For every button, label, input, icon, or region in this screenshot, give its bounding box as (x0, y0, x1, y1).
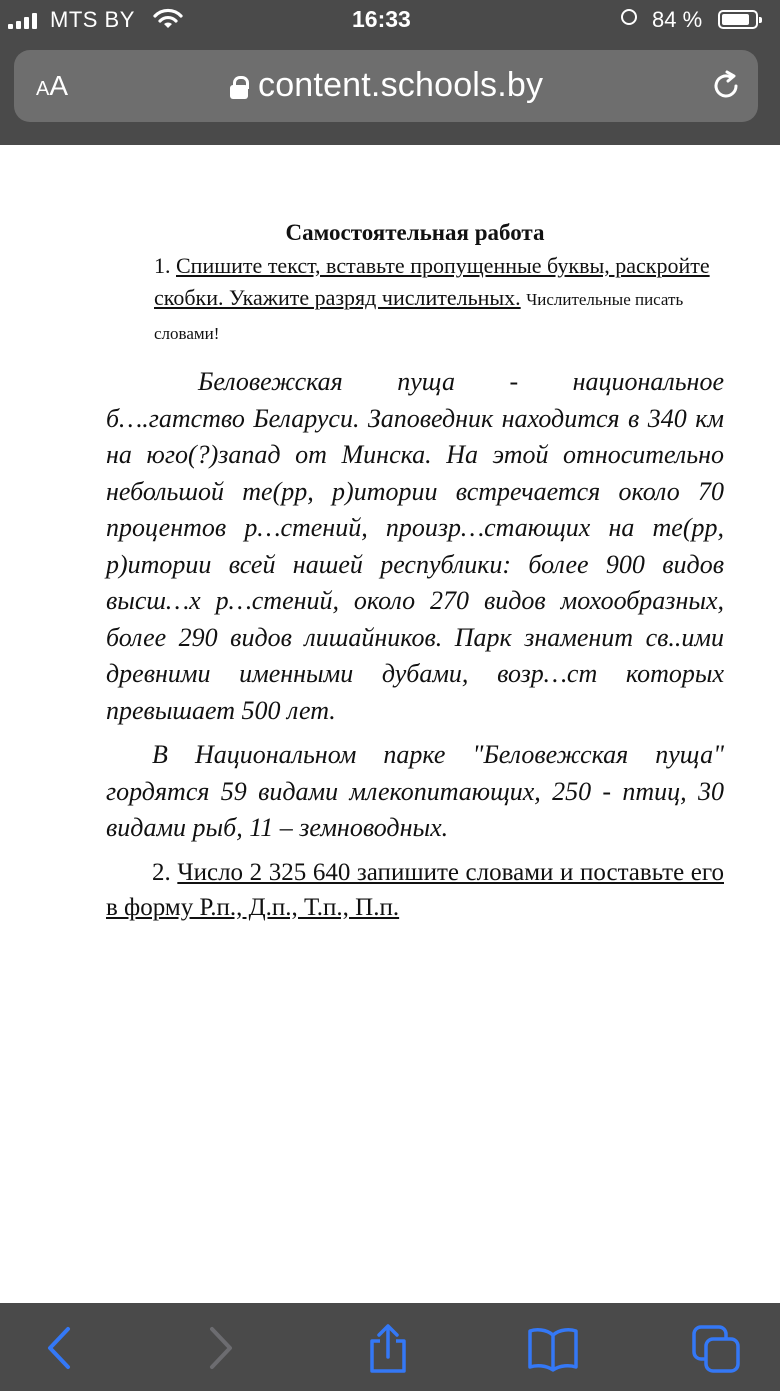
forward-icon[interactable] (200, 1323, 240, 1373)
task-1-number: 1. (154, 253, 171, 278)
address-bar[interactable] (14, 50, 758, 122)
bookmarks-icon[interactable] (526, 1323, 580, 1373)
task-2-number: 2. (152, 858, 171, 886)
page-title: Самостоятельная работа (285, 220, 545, 245)
back-icon[interactable] (40, 1323, 80, 1373)
text-size-button[interactable]: AA (36, 70, 69, 101)
tabs-icon[interactable] (690, 1323, 744, 1375)
orientation-lock-icon (621, 9, 637, 25)
status-bar (0, 0, 780, 40)
text-paragraph-2: В Национальном парке "Беловежская пуща" гордятся 59 видами млекопитающих, 250 - птиц, 30 видами рыб, 11 – земноводных. (106, 740, 724, 842)
document-page (106, 220, 724, 925)
bottom-toolbar (0, 1303, 780, 1391)
task-1-note: Числительные писать словами! (154, 290, 684, 343)
clock: 16:33 (352, 6, 411, 32)
task-1-instructions: Спишите текст, вставьте пропущенные буквы, раскройте скобки. Укажите разряд числительных. (154, 253, 710, 310)
text-paragraph-1: Беловежская пуща - национальное б….гатство Беларуси. Заповедник находится в 340 км на юго(?)запад от Минска. На этой относительно небольшой те(рр, р)итории встречается около 70 процентов р…стений, произр…стающих на те(рр, р)итории всей нашей республики: более 900 видов высш…х р…стений, около 270 видов мохообразных, более 290 видов лишайников. Парк знаменит св..ими древними именными дубами, возр…ст которых превышает 500 лет. (106, 367, 724, 725)
carrier-name: MTS BY (50, 7, 135, 32)
task-2-instructions: Число 2 325 640 запишите словами и поставьте его в форму Р.п., Д.п., Т.п., П.п. (106, 858, 724, 921)
browser-chrome (0, 0, 780, 145)
task-2 (106, 855, 724, 925)
share-icon[interactable] (364, 1323, 412, 1375)
task-1 (154, 250, 724, 350)
battery-percent: 84 % (652, 7, 703, 32)
battery-icon (718, 10, 758, 29)
reload-icon[interactable] (708, 68, 744, 104)
url-text[interactable]: content.schools.by (258, 66, 544, 104)
padlock-icon (230, 76, 248, 98)
wifi-icon (153, 7, 183, 31)
